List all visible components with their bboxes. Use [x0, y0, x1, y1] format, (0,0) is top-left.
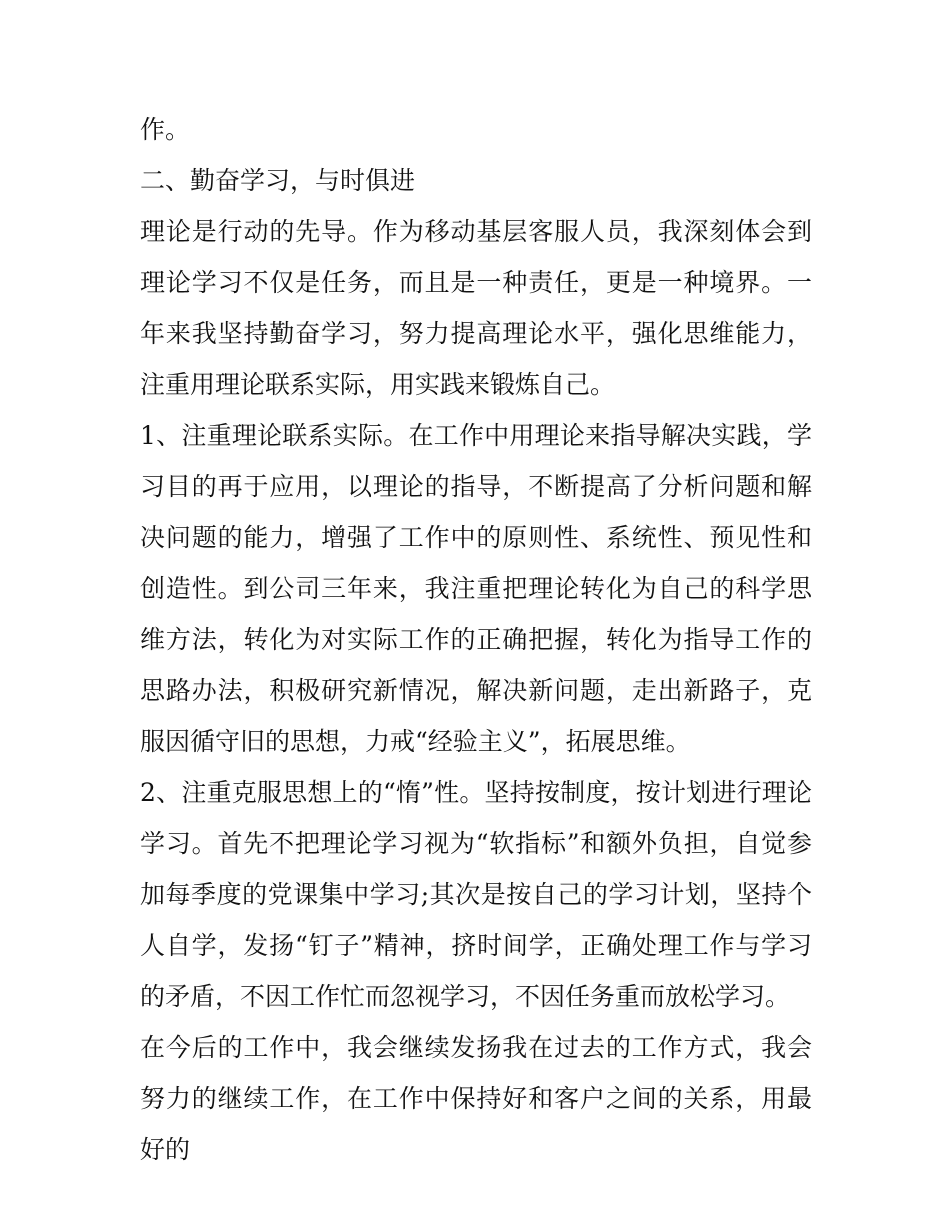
paragraph-continuation: 作。 [140, 115, 191, 144]
paragraph-point-1: 1、注重理论联系实际。在工作中用理论来指导解决实践，学习目的再于应用，以理论的指导，不断提高了分析问题和解决问题的能力，增强了工作中的原则性、系统性、预见性和创造性。到公司三年来，我注重把理论转化为自己的科学思维方法，转化为对实际工作的正确把握，转化为指导工作的思路办法，积极研究新情况，解决新问题，走出新路子，克服因循守旧的思想，力戒“经验主义”，拓展思维。 [140, 421, 812, 756]
document-body [140, 104, 812, 1175]
section-heading: 二、勤奋学习，与时俱进 [140, 166, 416, 195]
paragraph-point-2: 2、注重克服思想上的“惰”性。坚持按制度，按计划进行理论学习。首先不把理论学习视为“软指标”和额外负担，自觉参加每季度的党课集中学习;其次是按自己的学习计划，坚持个人自学，发扬“钉子”精神，挤时间学，正确处理工作与学习的矛盾，不因工作忙而忽视学习，不因任务重而放松学习。 [140, 778, 812, 1011]
paragraph-future-work: 在今后的工作中，我会继续发扬我在过去的工作方式，我会努力的继续工作，在工作中保持好和客户之间的关系，用最好的 [140, 1033, 812, 1164]
paragraph-theory-intro: 理论是行动的先导。作为移动基层客服人员，我深刻体会到理论学习不仅是任务，而且是一种责任，更是一种境界。一年来我坚持勤奋学习，努力提高理论水平，强化思维能力，注重用理论联系实际，用实践来锻炼自己。 [140, 217, 812, 399]
